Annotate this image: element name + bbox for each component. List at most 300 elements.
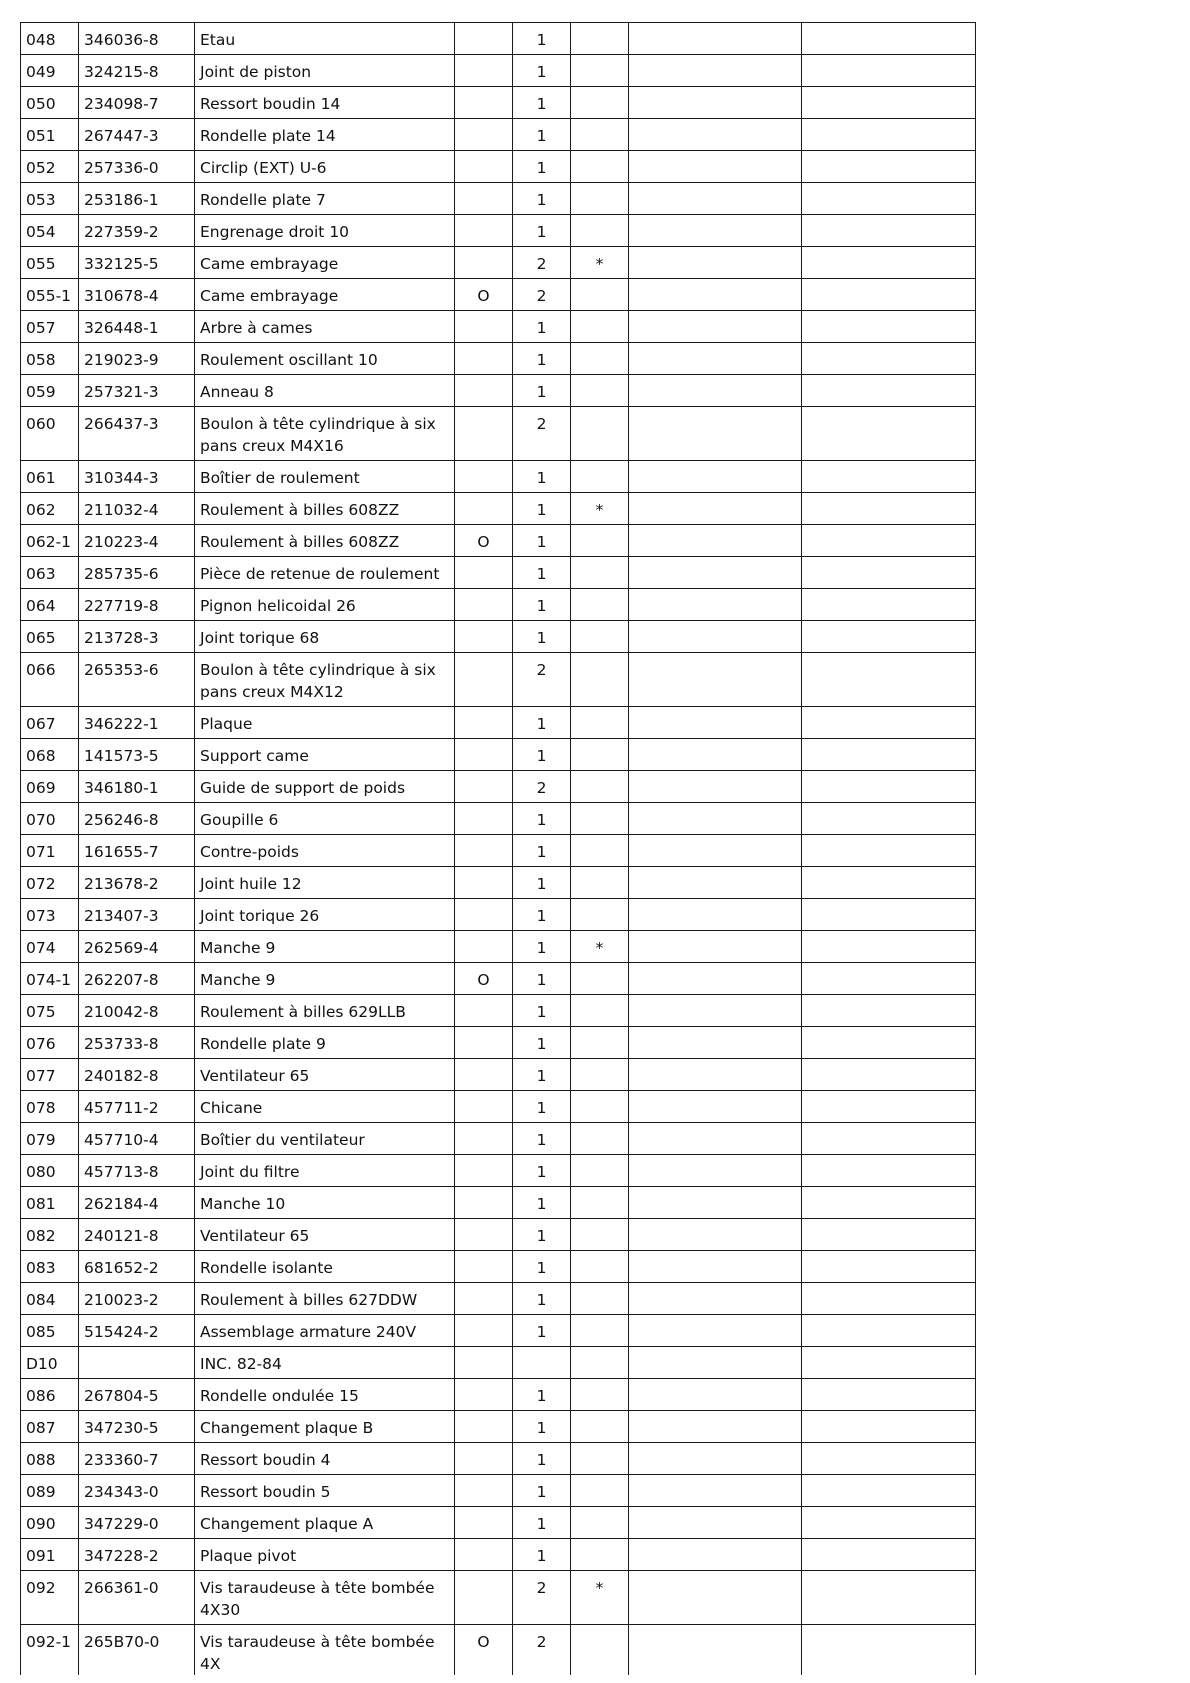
option-marker-cell — [455, 1443, 513, 1475]
option-marker-cell — [455, 995, 513, 1027]
empty-cell — [629, 803, 802, 835]
empty-cell — [802, 1347, 976, 1379]
description-cell: Rondelle plate 14 — [195, 119, 455, 151]
description-cell: Ventilateur 65 — [195, 1219, 455, 1251]
empty-cell — [802, 1379, 976, 1411]
description-cell: Rondelle isolante — [195, 1251, 455, 1283]
quantity-cell: 1 — [513, 1123, 571, 1155]
quantity-cell: 1 — [513, 835, 571, 867]
part-number-cell: 266361-0 — [79, 1571, 195, 1625]
quantity-cell: 1 — [513, 867, 571, 899]
item-number-cell: 059 — [21, 375, 79, 407]
replacement-marker-cell — [571, 1251, 629, 1283]
part-number-cell: 262569-4 — [79, 931, 195, 963]
part-number-cell: 227359-2 — [79, 215, 195, 247]
item-number-cell: 066 — [21, 653, 79, 707]
option-marker-cell: O — [455, 1625, 513, 1676]
table-row — [21, 183, 976, 215]
empty-cell — [802, 311, 976, 343]
quantity-cell: 1 — [513, 1315, 571, 1347]
empty-cell — [802, 1123, 976, 1155]
quantity-cell: 1 — [513, 1155, 571, 1187]
option-marker-cell — [455, 1155, 513, 1187]
empty-cell — [802, 1283, 976, 1315]
description-cell: Engrenage droit 10 — [195, 215, 455, 247]
replacement-marker-cell — [571, 1219, 629, 1251]
quantity-cell: 1 — [513, 375, 571, 407]
item-number-cell: 074 — [21, 931, 79, 963]
quantity-cell: 2 — [513, 653, 571, 707]
description-cell: Rondelle plate 7 — [195, 183, 455, 215]
option-marker-cell — [455, 771, 513, 803]
replacement-marker-cell — [571, 461, 629, 493]
description-cell: Etau — [195, 23, 455, 55]
option-marker-cell — [455, 119, 513, 151]
item-number-cell: 069 — [21, 771, 79, 803]
empty-cell — [802, 1027, 976, 1059]
empty-cell — [802, 119, 976, 151]
part-number-cell: 210042-8 — [79, 995, 195, 1027]
empty-cell — [802, 621, 976, 653]
part-number-cell: 267804-5 — [79, 1379, 195, 1411]
table-row — [21, 963, 976, 995]
empty-cell — [629, 1443, 802, 1475]
table-row — [21, 557, 976, 589]
table-row — [21, 407, 976, 461]
description-cell: Boulon à tête cylindrique à six pans creux M4X12 — [195, 653, 455, 707]
table-row — [21, 1219, 976, 1251]
table-row — [21, 55, 976, 87]
table-row — [21, 215, 976, 247]
empty-cell — [802, 215, 976, 247]
replacement-marker-cell — [571, 1027, 629, 1059]
part-number-cell: 346036-8 — [79, 23, 195, 55]
table-row — [21, 867, 976, 899]
quantity-cell: 2 — [513, 1625, 571, 1676]
part-number-cell: 681652-2 — [79, 1251, 195, 1283]
part-number-cell: 457711-2 — [79, 1091, 195, 1123]
table-row — [21, 119, 976, 151]
replacement-marker-cell — [571, 1155, 629, 1187]
empty-cell — [802, 1443, 976, 1475]
table-row — [21, 375, 976, 407]
empty-cell — [802, 375, 976, 407]
quantity-cell: 1 — [513, 931, 571, 963]
quantity-cell: 1 — [513, 899, 571, 931]
quantity-cell: 1 — [513, 1091, 571, 1123]
part-number-cell: 253733-8 — [79, 1027, 195, 1059]
description-cell: Plaque pivot — [195, 1539, 455, 1571]
quantity-cell: 1 — [513, 1219, 571, 1251]
part-number-cell: 253186-1 — [79, 183, 195, 215]
empty-cell — [802, 493, 976, 525]
item-number-cell: 067 — [21, 707, 79, 739]
part-number-cell: 266437-3 — [79, 407, 195, 461]
quantity-cell: 1 — [513, 311, 571, 343]
item-number-cell: 057 — [21, 311, 79, 343]
empty-cell — [629, 867, 802, 899]
quantity-cell: 2 — [513, 247, 571, 279]
part-number-cell: 210223-4 — [79, 525, 195, 557]
replacement-marker-cell — [571, 557, 629, 589]
empty-cell — [629, 493, 802, 525]
table-row — [21, 835, 976, 867]
item-number-cell: 086 — [21, 1379, 79, 1411]
description-cell: Plaque — [195, 707, 455, 739]
table-row — [21, 1155, 976, 1187]
empty-cell — [802, 835, 976, 867]
item-number-cell: 065 — [21, 621, 79, 653]
quantity-cell: 1 — [513, 963, 571, 995]
part-number-cell: 326448-1 — [79, 311, 195, 343]
table-row — [21, 653, 976, 707]
empty-cell — [629, 995, 802, 1027]
description-cell: Joint de piston — [195, 55, 455, 87]
replacement-marker-cell — [571, 621, 629, 653]
replacement-marker-cell — [571, 963, 629, 995]
empty-cell — [802, 407, 976, 461]
empty-cell — [629, 279, 802, 311]
quantity-cell: 1 — [513, 621, 571, 653]
table-row — [21, 707, 976, 739]
option-marker-cell — [455, 1219, 513, 1251]
item-number-cell: 061 — [21, 461, 79, 493]
description-cell: Changement plaque A — [195, 1507, 455, 1539]
quantity-cell: 1 — [513, 215, 571, 247]
empty-cell — [629, 1219, 802, 1251]
description-cell: Arbre à cames — [195, 311, 455, 343]
empty-cell — [802, 151, 976, 183]
quantity-cell: 1 — [513, 1251, 571, 1283]
item-number-cell: 054 — [21, 215, 79, 247]
empty-cell — [629, 1283, 802, 1315]
description-cell: Joint du filtre — [195, 1155, 455, 1187]
table-row — [21, 1539, 976, 1571]
description-cell: Ressort boudin 14 — [195, 87, 455, 119]
replacement-marker-cell — [571, 1539, 629, 1571]
part-number-cell: 262207-8 — [79, 963, 195, 995]
part-number-cell — [79, 1347, 195, 1379]
empty-cell — [629, 1315, 802, 1347]
option-marker-cell — [455, 1187, 513, 1219]
empty-cell — [802, 557, 976, 589]
option-marker-cell: O — [455, 963, 513, 995]
description-cell: Roulement à billes 627DDW — [195, 1283, 455, 1315]
empty-cell — [629, 557, 802, 589]
empty-cell — [629, 247, 802, 279]
table-row — [21, 247, 976, 279]
part-number-cell: 240121-8 — [79, 1219, 195, 1251]
item-number-cell: 073 — [21, 899, 79, 931]
empty-cell — [802, 247, 976, 279]
replacement-marker-cell — [571, 707, 629, 739]
table-row — [21, 1347, 976, 1379]
option-marker-cell: O — [455, 279, 513, 311]
option-marker-cell — [455, 899, 513, 931]
replacement-marker-cell — [571, 23, 629, 55]
empty-cell — [802, 1219, 976, 1251]
quantity-cell: 1 — [513, 151, 571, 183]
table-row — [21, 1123, 976, 1155]
part-number-cell: 346222-1 — [79, 707, 195, 739]
empty-cell — [629, 1123, 802, 1155]
description-cell: Support came — [195, 739, 455, 771]
option-marker-cell — [455, 1091, 513, 1123]
replacement-marker-cell — [571, 151, 629, 183]
empty-cell — [629, 183, 802, 215]
description-cell: Goupille 6 — [195, 803, 455, 835]
part-number-cell: 161655-7 — [79, 835, 195, 867]
quantity-cell: 2 — [513, 279, 571, 311]
part-number-cell: 347230-5 — [79, 1411, 195, 1443]
option-marker-cell — [455, 183, 513, 215]
parts-list-table — [20, 22, 976, 1675]
replacement-marker-cell — [571, 1059, 629, 1091]
part-number-cell: 213728-3 — [79, 621, 195, 653]
empty-cell — [802, 1507, 976, 1539]
description-cell: Changement plaque B — [195, 1411, 455, 1443]
table-row — [21, 1059, 976, 1091]
quantity-cell: 1 — [513, 1539, 571, 1571]
replacement-marker-cell — [571, 995, 629, 1027]
quantity-cell — [513, 1347, 571, 1379]
quantity-cell: 1 — [513, 1379, 571, 1411]
replacement-marker-cell — [571, 653, 629, 707]
item-number-cell: 075 — [21, 995, 79, 1027]
empty-cell — [629, 589, 802, 621]
option-marker-cell — [455, 1347, 513, 1379]
item-number-cell: 077 — [21, 1059, 79, 1091]
option-marker-cell — [455, 1475, 513, 1507]
empty-cell — [629, 1059, 802, 1091]
quantity-cell: 2 — [513, 771, 571, 803]
empty-cell — [629, 621, 802, 653]
description-cell: Guide de support de poids — [195, 771, 455, 803]
item-number-cell: 062 — [21, 493, 79, 525]
empty-cell — [629, 23, 802, 55]
option-marker-cell — [455, 835, 513, 867]
empty-cell — [802, 183, 976, 215]
item-number-cell: 050 — [21, 87, 79, 119]
quantity-cell: 1 — [513, 557, 571, 589]
empty-cell — [802, 1475, 976, 1507]
item-number-cell: 085 — [21, 1315, 79, 1347]
part-number-cell: 213407-3 — [79, 899, 195, 931]
item-number-cell: 081 — [21, 1187, 79, 1219]
empty-cell — [802, 1155, 976, 1187]
empty-cell — [629, 375, 802, 407]
option-marker-cell — [455, 1571, 513, 1625]
replacement-marker-cell — [571, 1379, 629, 1411]
table-row — [21, 1251, 976, 1283]
replacement-marker-cell — [571, 867, 629, 899]
description-cell: Boîtier du ventilateur — [195, 1123, 455, 1155]
empty-cell — [802, 55, 976, 87]
part-number-cell: 210023-2 — [79, 1283, 195, 1315]
empty-cell — [802, 931, 976, 963]
description-cell: Joint torique 26 — [195, 899, 455, 931]
description-cell: Circlip (EXT) U-6 — [195, 151, 455, 183]
replacement-marker-cell: * — [571, 1571, 629, 1625]
table-row — [21, 739, 976, 771]
part-number-cell: 347228-2 — [79, 1539, 195, 1571]
option-marker-cell — [455, 867, 513, 899]
part-number-cell: 256246-8 — [79, 803, 195, 835]
replacement-marker-cell: * — [571, 493, 629, 525]
quantity-cell: 1 — [513, 343, 571, 375]
option-marker-cell — [455, 1123, 513, 1155]
item-number-cell: 092-1 — [21, 1625, 79, 1676]
replacement-marker-cell — [571, 87, 629, 119]
table-row — [21, 1625, 976, 1676]
description-cell: Assemblage armature 240V — [195, 1315, 455, 1347]
item-number-cell: 082 — [21, 1219, 79, 1251]
description-cell: INC. 82-84 — [195, 1347, 455, 1379]
empty-cell — [629, 1507, 802, 1539]
empty-cell — [802, 653, 976, 707]
option-marker-cell — [455, 461, 513, 493]
item-number-cell: 049 — [21, 55, 79, 87]
replacement-marker-cell — [571, 899, 629, 931]
part-number-cell: 457710-4 — [79, 1123, 195, 1155]
empty-cell — [629, 653, 802, 707]
option-marker-cell — [455, 1411, 513, 1443]
replacement-marker-cell — [571, 835, 629, 867]
empty-cell — [629, 151, 802, 183]
empty-cell — [629, 1379, 802, 1411]
empty-cell — [802, 1539, 976, 1571]
quantity-cell: 2 — [513, 407, 571, 461]
table-row — [21, 931, 976, 963]
table-row — [21, 151, 976, 183]
empty-cell — [802, 1091, 976, 1123]
description-cell: Ventilateur 65 — [195, 1059, 455, 1091]
option-marker-cell — [455, 621, 513, 653]
quantity-cell: 1 — [513, 803, 571, 835]
empty-cell — [629, 87, 802, 119]
empty-cell — [629, 1155, 802, 1187]
description-cell: Vis taraudeuse à tête bombée 4X30 — [195, 1571, 455, 1625]
empty-cell — [629, 1411, 802, 1443]
replacement-marker-cell — [571, 1443, 629, 1475]
quantity-cell: 1 — [513, 493, 571, 525]
option-marker-cell — [455, 1507, 513, 1539]
replacement-marker-cell — [571, 1187, 629, 1219]
empty-cell — [802, 1059, 976, 1091]
empty-cell — [629, 407, 802, 461]
description-cell: Roulement oscillant 10 — [195, 343, 455, 375]
description-cell: Roulement à billes 608ZZ — [195, 525, 455, 557]
description-cell: Chicane — [195, 1091, 455, 1123]
replacement-marker-cell — [571, 589, 629, 621]
description-cell: Boulon à tête cylindrique à six pans creux M4X16 — [195, 407, 455, 461]
quantity-cell: 1 — [513, 739, 571, 771]
empty-cell — [629, 55, 802, 87]
option-marker-cell — [455, 375, 513, 407]
description-cell: Boîtier de roulement — [195, 461, 455, 493]
description-cell: Rondelle plate 9 — [195, 1027, 455, 1059]
table-row — [21, 1091, 976, 1123]
empty-cell — [802, 589, 976, 621]
empty-cell — [802, 867, 976, 899]
option-marker-cell — [455, 707, 513, 739]
table-row — [21, 1379, 976, 1411]
quantity-cell: 1 — [513, 1027, 571, 1059]
option-marker-cell — [455, 1251, 513, 1283]
option-marker-cell — [455, 343, 513, 375]
replacement-marker-cell — [571, 739, 629, 771]
option-marker-cell — [455, 1379, 513, 1411]
quantity-cell: 1 — [513, 1283, 571, 1315]
item-number-cell: D10 — [21, 1347, 79, 1379]
empty-cell — [629, 461, 802, 493]
table-row — [21, 1027, 976, 1059]
empty-cell — [629, 525, 802, 557]
table-row — [21, 995, 976, 1027]
empty-cell — [629, 771, 802, 803]
replacement-marker-cell — [571, 1315, 629, 1347]
empty-cell — [802, 1315, 976, 1347]
quantity-cell: 1 — [513, 1507, 571, 1539]
item-number-cell: 053 — [21, 183, 79, 215]
description-cell: Rondelle ondulée 15 — [195, 1379, 455, 1411]
description-cell: Contre-poids — [195, 835, 455, 867]
empty-cell — [802, 1625, 976, 1676]
empty-cell — [629, 1347, 802, 1379]
quantity-cell: 2 — [513, 1571, 571, 1625]
replacement-marker-cell — [571, 803, 629, 835]
replacement-marker-cell — [571, 279, 629, 311]
empty-cell — [802, 23, 976, 55]
item-number-cell: 083 — [21, 1251, 79, 1283]
empty-cell — [802, 1571, 976, 1625]
option-marker-cell — [455, 87, 513, 119]
table-row — [21, 343, 976, 375]
part-number-cell: 240182-8 — [79, 1059, 195, 1091]
quantity-cell: 1 — [513, 525, 571, 557]
option-marker-cell — [455, 931, 513, 963]
table-row — [21, 23, 976, 55]
part-number-cell: 213678-2 — [79, 867, 195, 899]
item-number-cell: 058 — [21, 343, 79, 375]
empty-cell — [802, 707, 976, 739]
empty-cell — [802, 87, 976, 119]
quantity-cell: 1 — [513, 1187, 571, 1219]
item-number-cell: 089 — [21, 1475, 79, 1507]
part-number-cell: 332125-5 — [79, 247, 195, 279]
replacement-marker-cell — [571, 407, 629, 461]
quantity-cell: 1 — [513, 1443, 571, 1475]
replacement-marker-cell — [571, 119, 629, 151]
description-cell: Manche 10 — [195, 1187, 455, 1219]
empty-cell — [629, 119, 802, 151]
table-row — [21, 899, 976, 931]
part-number-cell: 515424-2 — [79, 1315, 195, 1347]
empty-cell — [629, 1475, 802, 1507]
parts-table-body — [21, 23, 976, 1676]
option-marker-cell — [455, 589, 513, 621]
option-marker-cell — [455, 55, 513, 87]
item-number-cell: 060 — [21, 407, 79, 461]
empty-cell — [629, 1091, 802, 1123]
empty-cell — [802, 963, 976, 995]
empty-cell — [802, 279, 976, 311]
empty-cell — [629, 311, 802, 343]
option-marker-cell — [455, 1059, 513, 1091]
part-number-cell: 457713-8 — [79, 1155, 195, 1187]
quantity-cell: 1 — [513, 1475, 571, 1507]
option-marker-cell — [455, 1283, 513, 1315]
